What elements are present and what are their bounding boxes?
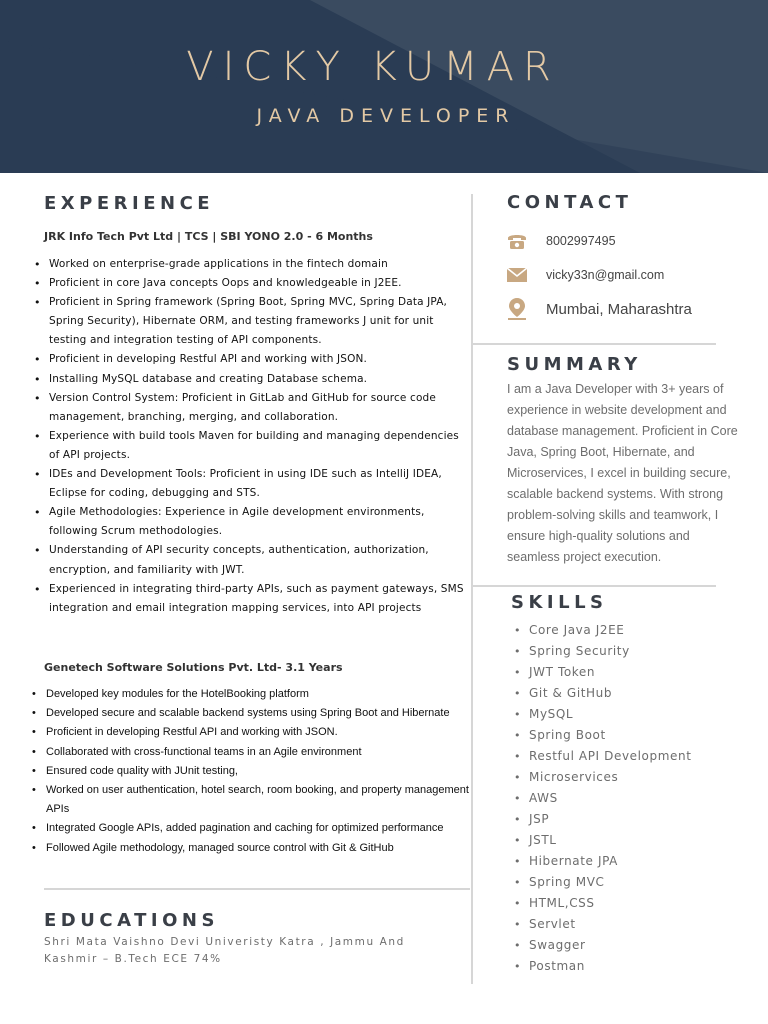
contact-heading: CONTACT <box>507 192 633 213</box>
skill-item: • Git & GitHub <box>512 683 692 704</box>
education-heading: EDUCATIONS <box>44 910 219 931</box>
skill-item: • Spring Security <box>512 641 692 662</box>
list-item: • Developed key modules for the HotelBooking platform <box>30 685 470 704</box>
skill-item: • HTML,CSS <box>512 893 692 914</box>
phone-number[interactable]: 8002997495 <box>546 234 616 248</box>
list-item: • Installing MySQL database and creating Database schema. <box>32 370 472 389</box>
list-item: • Agile Methodologies: Experience in Agile development environments, following Scrum methodologies. <box>32 503 472 541</box>
company-title: Genetech Software Solutions Pvt. Ltd- 3.1 Years <box>44 661 343 674</box>
list-item: • Understanding of API security concepts, authentication, authorization, encryption, and familiarity with JWT. <box>32 541 472 579</box>
list-item: • Worked on user authentication, hotel search, room booking, and property management APIs <box>30 781 470 819</box>
experience-list-2 <box>30 685 470 858</box>
list-item: • Experience with build tools Maven for building and managing dependencies of API projects. <box>32 427 472 465</box>
skill-item: • Postman <box>512 956 692 977</box>
education-entry: Shri Mata Vaishno Devi Univeristy Katra , Jammu And Kashmir – B.Tech ECE 74% <box>44 936 405 965</box>
candidate-name: VICKY KUMAR <box>186 44 560 90</box>
skill-item: • Restful API Development <box>512 746 692 767</box>
list-item: • Developed secure and scalable backend systems using Spring Boot and Hibernate <box>30 704 470 723</box>
summary-text: I am a Java Developer with 3+ years of experience in website development and database management. Proficient in Core Java, Spring Boot, Hibernate, and Microservices, I excel in building secure, scalable backend systems. With strong problem-solving skills and teamwork, I ensure high-quality solutions and seamless project execution. <box>507 382 738 564</box>
candidate-role: JAVA DEVELOPER <box>256 105 516 127</box>
summary-heading: SUMMARY <box>507 354 642 375</box>
skill-item: • JSP <box>512 809 692 830</box>
list-item: • Followed Agile methodology, managed source control with Git & GitHub <box>30 839 470 858</box>
list-item: • Version Control System: Proficient in GitLab and GitHub for source code management, branching, merging, and collaboration. <box>32 389 472 427</box>
list-item: • Experienced in integrating third-party APIs, such as payment gateways, SMS integration and email integration mapping services, into API projects <box>32 580 472 618</box>
skill-item: • Swagger <box>512 935 692 956</box>
list-item: • Collaborated with cross-functional teams in an Agile environment <box>30 743 470 762</box>
experience-list-1 <box>32 255 472 618</box>
contact-phone <box>506 230 616 252</box>
phone-icon <box>506 230 528 252</box>
list-item: • Proficient in Spring framework (Spring Boot, Spring MVC, Spring Data JPA, Spring Security), Hibernate ORM, and testing frameworks J unit for unit testing and integration testing of API components. <box>32 293 472 350</box>
skill-item: • JSTL <box>512 830 692 851</box>
list-item: • Proficient in core Java concepts Oops and knowledgeable in J2EE. <box>32 274 472 293</box>
skill-item: • Core Java J2EE <box>512 620 692 641</box>
skills-heading: SKILLS <box>511 592 608 613</box>
skill-item: • Servlet <box>512 914 692 935</box>
header-banner <box>0 0 768 173</box>
skill-item: • AWS <box>512 788 692 809</box>
skill-item: • Hibernate JPA <box>512 851 692 872</box>
list-item: • Ensured code quality with JUnit testing, <box>30 762 470 781</box>
contact-location <box>506 298 692 320</box>
email-icon <box>506 264 528 286</box>
contact-divider <box>472 343 716 345</box>
skill-item: • MySQL <box>512 704 692 725</box>
list-item: • Proficient in developing Restful API and working with JSON. <box>32 350 472 369</box>
summary-divider <box>472 585 716 587</box>
list-item: • IDEs and Development Tools: Proficient in using IDE such as IntelliJ IDEA, Eclipse for coding, debugging and STS. <box>32 465 472 503</box>
skill-item: • Spring MVC <box>512 872 692 893</box>
email-address[interactable]: vicky33n@gmail.com <box>546 268 665 282</box>
skill-item: • JWT Token <box>512 662 692 683</box>
experience-divider <box>44 888 470 890</box>
skills-list <box>512 620 692 977</box>
list-item: • Integrated Google APIs, added pagination and caching for optimized performance <box>30 819 470 838</box>
experience-heading: EXPERIENCE <box>44 193 215 214</box>
company-title: JRK Info Tech Pvt Ltd | TCS | SBI YONO 2.0 - 6 Months <box>44 230 373 243</box>
skill-item: • Microservices <box>512 767 692 788</box>
list-item: • Proficient in developing Restful API and working with JSON. <box>30 723 470 742</box>
skill-item: • Spring Boot <box>512 725 692 746</box>
location-text: Mumbai, Maharashtra <box>546 300 692 318</box>
list-item: • Worked on enterprise-grade applications in the fintech domain <box>32 255 472 274</box>
location-pin-icon <box>506 298 528 320</box>
contact-email <box>506 264 665 286</box>
